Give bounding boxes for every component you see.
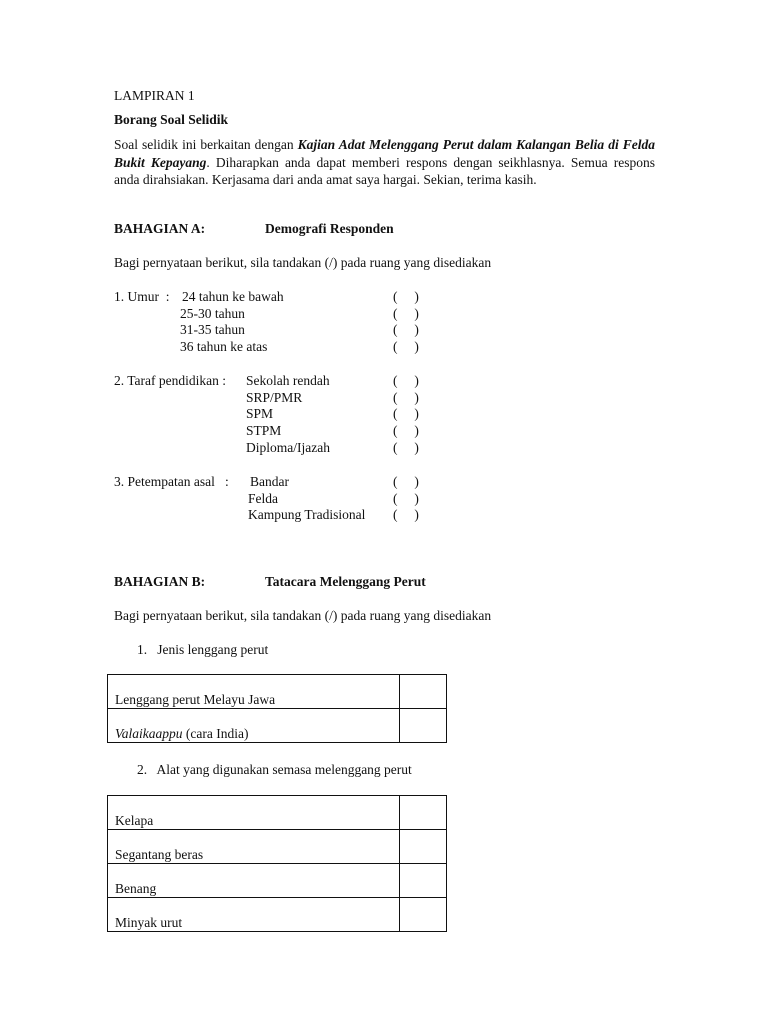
table-row <box>108 898 447 932</box>
education-checkbox[interactable]: ( ) <box>393 390 419 405</box>
belly-type-table <box>107 674 447 743</box>
intro-text-2: . Diharapkan anda dapat memberi respons dengan seikhlasnya. Semua respons anda dirahsiakan. Kerjasama dari anda amat saya hargai. Sekian, terima kasih. <box>114 154 655 187</box>
belly-type-option <box>108 709 400 743</box>
question-age-label: 1. Umur : <box>114 289 173 304</box>
tool-option: Kelapa <box>108 796 400 830</box>
study-title: Kajian Adat Melenggang Perut dalam Kalangan Belia di Felda Bukit Kepayang <box>114 137 655 170</box>
section-b-label: BAHAGIAN B: <box>114 574 206 589</box>
section-b-instruction: Bagi pernyataan berikut, sila tandakan (/) pada ruang yang disediakan <box>114 608 492 623</box>
education-option: STPM <box>246 423 282 438</box>
form-title: Borang Soal Selidik <box>114 112 229 127</box>
origin-option: Bandar <box>250 474 289 489</box>
age-option: 36 tahun ke atas <box>180 339 268 354</box>
education-option: Diploma/Ijazah <box>246 440 330 455</box>
age-option: 24 tahun ke bawah <box>182 289 284 304</box>
question-education-label: 2. Taraf pendidikan : <box>114 373 230 388</box>
tool-checkbox[interactable] <box>400 796 447 830</box>
age-checkbox[interactable]: ( ) <box>393 306 419 321</box>
belly-type-checkbox[interactable] <box>400 709 447 743</box>
age-option: 31-35 tahun <box>180 322 245 337</box>
table-row <box>108 830 447 864</box>
tool-checkbox[interactable] <box>400 898 447 932</box>
tool-option: Benang <box>108 864 400 898</box>
intro-paragraph <box>114 136 655 189</box>
belly-type-checkbox[interactable] <box>400 675 447 709</box>
table-row <box>108 709 447 743</box>
tools-table <box>107 795 447 932</box>
option-text: (cara India) <box>182 726 249 741</box>
tool-checkbox[interactable] <box>400 864 447 898</box>
education-checkbox[interactable]: ( ) <box>393 423 419 438</box>
origin-option: Kampung Tradisional <box>248 507 366 522</box>
option-italic-term: Valaikaappu <box>115 726 183 741</box>
intro-text-1: Soal selidik ini berkaitan dengan <box>114 137 298 152</box>
age-checkbox[interactable]: ( ) <box>393 322 419 337</box>
education-checkbox[interactable]: ( ) <box>393 406 419 421</box>
age-checkbox[interactable]: ( ) <box>393 289 419 304</box>
table-row <box>108 796 447 830</box>
education-option: Sekolah rendah <box>246 373 330 388</box>
section-b-title: Tatacara Melenggang Perut <box>265 574 426 589</box>
age-option: 25-30 tahun <box>180 306 245 321</box>
belly-type-option: Lenggang perut Melayu Jawa <box>108 675 400 709</box>
tool-checkbox[interactable] <box>400 830 447 864</box>
appendix-label: LAMPIRAN 1 <box>114 88 195 103</box>
question-belly-type: 1. Jenis lenggang perut <box>137 642 269 657</box>
section-a-instruction: Bagi pernyataan berikut, sila tandakan (/) pada ruang yang disediakan <box>114 255 492 270</box>
education-option: SRP/PMR <box>246 390 303 405</box>
education-option: SPM <box>246 406 274 421</box>
section-a-title: Demografi Responden <box>265 221 394 236</box>
age-checkbox[interactable]: ( ) <box>393 339 419 354</box>
section-a-label: BAHAGIAN A: <box>114 221 206 236</box>
tool-option: Minyak urut <box>108 898 400 932</box>
origin-checkbox[interactable]: ( ) <box>393 474 419 489</box>
origin-option: Felda <box>248 491 278 506</box>
question-tools: 2. Alat yang digunakan semasa melenggang perut <box>137 762 412 777</box>
education-checkbox[interactable]: ( ) <box>393 373 419 388</box>
tool-option: Segantang beras <box>108 830 400 864</box>
origin-checkbox[interactable]: ( ) <box>393 491 419 506</box>
education-checkbox[interactable]: ( ) <box>393 440 419 455</box>
table-row <box>108 864 447 898</box>
origin-checkbox[interactable]: ( ) <box>393 507 419 522</box>
question-origin-label: 3. Petempatan asal : <box>114 474 233 489</box>
table-row <box>108 675 447 709</box>
